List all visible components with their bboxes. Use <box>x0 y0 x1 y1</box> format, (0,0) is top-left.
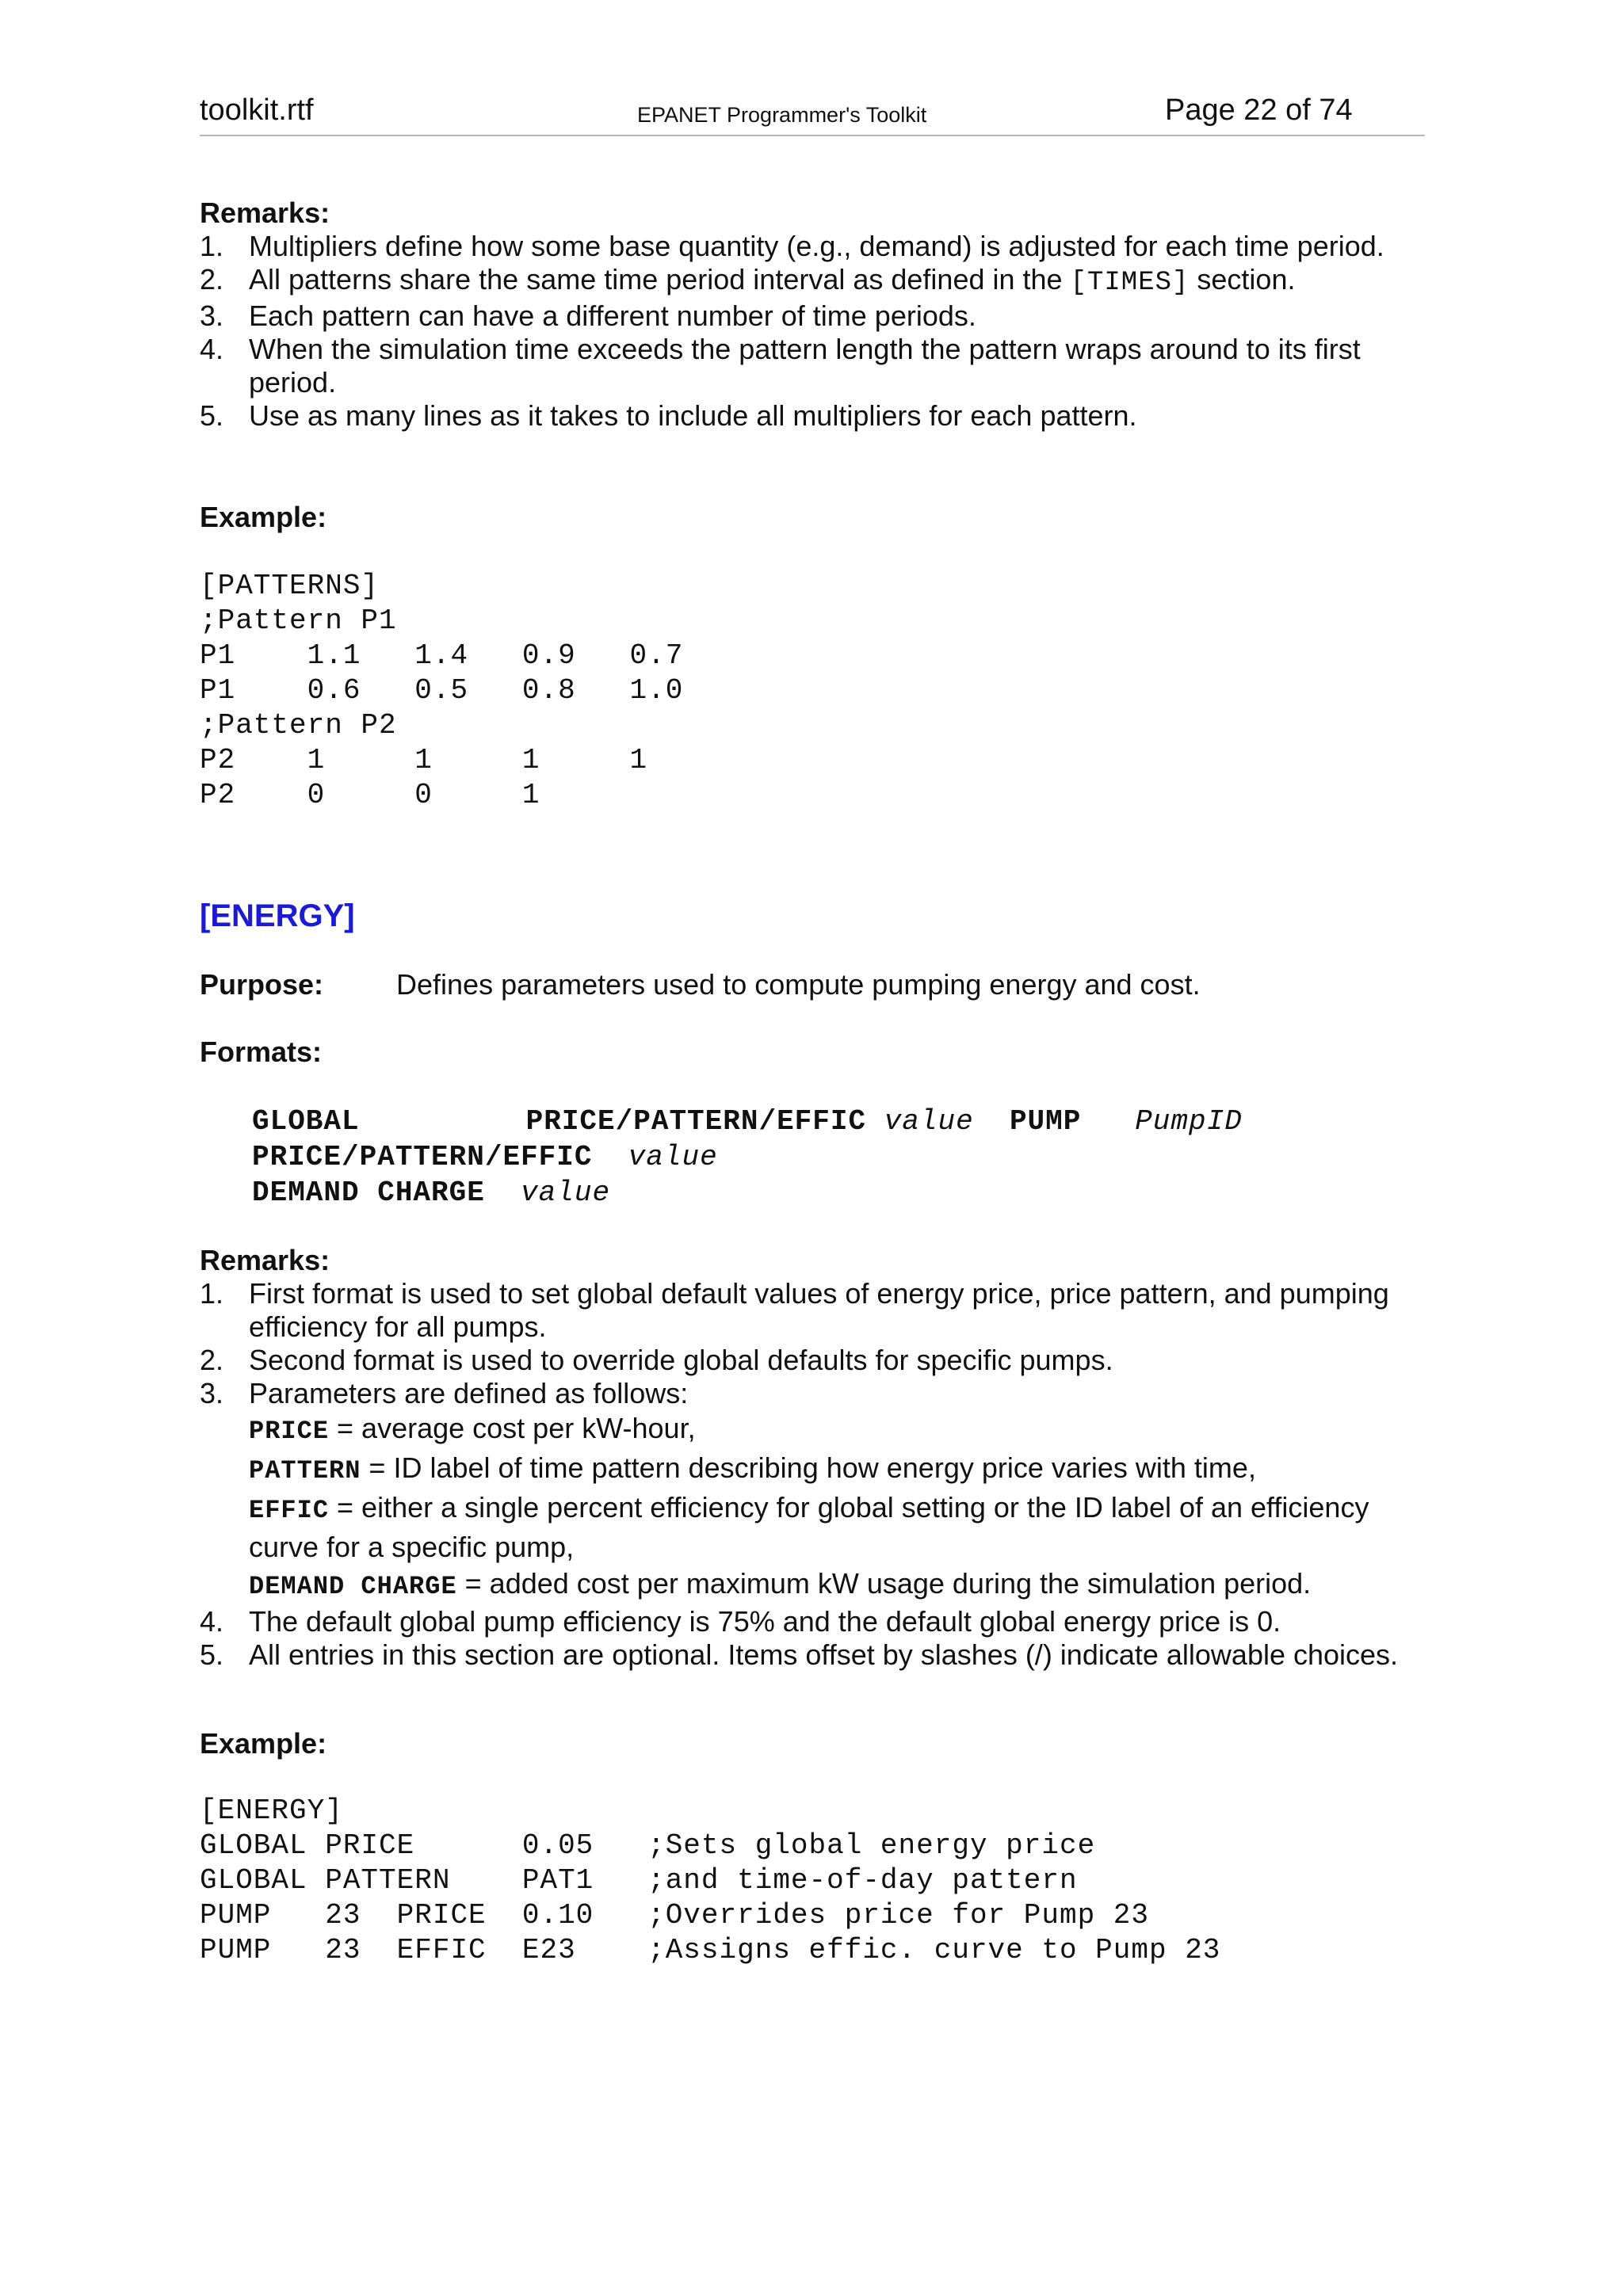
purpose-row <box>200 968 1425 1003</box>
header-page-number: Page 22 of 74 <box>1165 93 1353 127</box>
document-page <box>200 0 1425 1966</box>
energy-remarks <box>200 1244 1425 1672</box>
purpose-label: Purpose: <box>200 968 324 1001</box>
example-heading: Example: <box>200 1727 327 1760</box>
list-item: 4. The default global pump efficiency is 75% and the default global energy price is 0. <box>200 1605 1281 1638</box>
list-item: 4. When the simulation time exceeds the pattern length the pattern wraps around to its first period. <box>200 333 1361 399</box>
example-heading: Example: <box>200 501 327 533</box>
param-price: PRICE = average cost per kW-hour, <box>249 1412 696 1446</box>
header-filename: toolkit.rtf <box>200 93 314 127</box>
page-header <box>200 93 1425 136</box>
list-item: 3. Parameters are defined as follows: <box>200 1377 689 1409</box>
patterns-remarks-list <box>200 230 1425 433</box>
section-title-energy: [ENERGY] <box>200 898 355 933</box>
code-block: [ENERGY] GLOBAL PRICE 0.05 ;Sets global energy price GLOBAL PATTERN PAT1 ;and time-of-day pattern PUMP 23 PRICE 0.10 ;Overrides price for Pump 23 PUMP 23 EFFIC E23 ;Assigns effic. curve to Pump 23 <box>200 1794 1221 1966</box>
list-item: 5. Use as many lines as it takes to include all multipliers for each pattern. <box>200 399 1137 432</box>
list-item: 2. Second format is used to override global defaults for specific pumps. <box>200 1344 1113 1376</box>
code-block: [PATTERNS] ;Pattern P1 P1 1.1 1.4 0.9 0.7 P1 0.6 0.5 0.8 1.0 ;Pattern P2 P2 1 1 1 1 P2 0 0 1 <box>200 570 684 811</box>
energy-example-code <box>200 1794 1425 1968</box>
header-doc-title: EPANET Programmer's Toolkit <box>637 103 927 127</box>
format-line-1: GLOBAL PRICE/PATTERN/EFFIC value PUMP PumpID <box>252 1105 1243 1138</box>
formats-heading: Formats: <box>200 1035 323 1068</box>
format-line-3: DEMAND CHARGE value <box>252 1177 611 1209</box>
patterns-example-code <box>200 569 1425 813</box>
patterns-remarks <box>200 196 1425 433</box>
format-line-2: PRICE/PATTERN/EFFIC value <box>252 1141 718 1173</box>
param-pattern: PATTERN = ID label of time pattern describing how energy price varies with time, <box>249 1451 1256 1486</box>
remarks-heading: Remarks: <box>200 196 330 229</box>
energy-remarks-list <box>200 1277 1425 1410</box>
purpose-text: Defines parameters used to compute pumping energy and cost. <box>396 968 1201 1001</box>
list-item: 2. All patterns share the same time period interval as defined in the [TIMES] section. <box>200 263 1296 298</box>
list-item: 5. All entries in this section are optional. Items offset by slashes (/) indicate allowable choices. <box>200 1638 1399 1671</box>
param-demand-charge: DEMAND CHARGE = added cost per maximum kW usage during the simulation period. <box>249 1567 1312 1601</box>
param-effic: EFFIC = either a single percent efficiency for global setting or the ID label of an efficiency curve for a specific pump, <box>249 1491 1369 1563</box>
inline-code: [TIMES] <box>1070 268 1190 298</box>
energy-remarks-list-continued <box>200 1605 1425 1672</box>
list-item: 1. Multipliers define how some base quantity (e.g., demand) is adjusted for each time period. <box>200 230 1384 262</box>
list-item: 1. First format is used to set global default values of energy price, price pattern, and pumping efficiency for all pumps. <box>200 1277 1389 1343</box>
list-item: 3. Each pattern can have a different number of time periods. <box>200 299 976 332</box>
remarks-heading: Remarks: <box>200 1244 330 1276</box>
